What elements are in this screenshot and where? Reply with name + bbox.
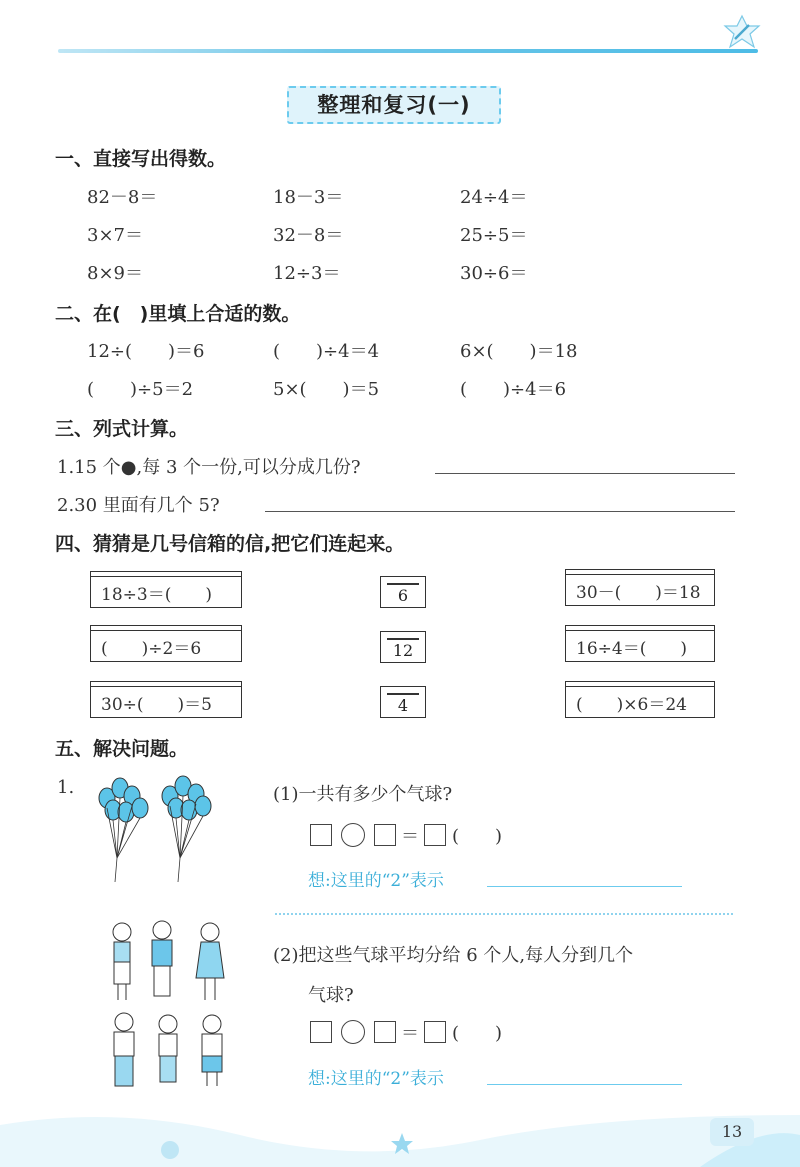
sub-question-2-line2: 气球? <box>308 985 354 1006</box>
equation: 30÷6＝ <box>460 263 528 284</box>
answer-line <box>265 511 735 512</box>
operator-circle[interactable] <box>341 1020 365 1044</box>
mailbox-slot <box>387 583 419 585</box>
equation: 32－8＝ <box>273 225 344 246</box>
fill-blank-equation: 5×( )＝5 <box>273 379 380 400</box>
header-rule <box>58 49 758 53</box>
balloons-illustration <box>95 770 225 885</box>
word-problem-2: 2.30 里面有几个 5? <box>57 495 220 516</box>
mailbox <box>380 686 426 718</box>
unit-blank: ( ) <box>452 826 503 847</box>
letter-card: 30－( )＝18 <box>565 574 715 606</box>
section-5-heading: 五、解决问题。 <box>55 738 189 760</box>
mailbox-number: 12 <box>392 641 414 660</box>
mailbox-slot <box>387 693 419 695</box>
mailbox <box>380 576 426 608</box>
equation: 18－3＝ <box>273 187 344 208</box>
problem-number: 1. <box>57 777 75 798</box>
section-3-heading: 三、列式计算。 <box>55 418 189 440</box>
equation: 3×7＝ <box>87 225 143 246</box>
answer-line <box>487 886 682 887</box>
mailbox <box>380 631 426 663</box>
operator-circle[interactable] <box>341 823 365 847</box>
word-problem-1: 1.15 个●,每 3 个一份,可以分成几份? <box>57 457 361 478</box>
letter-card: 30÷( )＝5 <box>90 686 242 718</box>
equals-sign: ＝ <box>401 1023 419 1044</box>
unit-blank: ( ) <box>452 1023 503 1044</box>
letter-card: 16÷4＝( ) <box>565 630 715 662</box>
answer-line <box>487 1084 682 1085</box>
section-1-heading: 一、直接写出得数。 <box>55 148 227 170</box>
mailbox-slot <box>387 638 419 640</box>
equation: 24÷4＝ <box>460 187 528 208</box>
page-title: 整理和复习(一) <box>317 93 471 117</box>
letter-card: ( )÷2＝6 <box>90 630 242 662</box>
fill-blank-equation: ( )÷4＝6 <box>460 379 567 400</box>
equals-sign: ＝ <box>401 826 419 847</box>
fill-blank-equation: 6×( )＝18 <box>460 341 578 362</box>
answer-line <box>435 473 735 474</box>
pencil-badge-icon <box>722 14 762 50</box>
answer-box[interactable] <box>424 824 446 846</box>
letter-card: ( )×6＝24 <box>565 686 715 718</box>
equation: 82－8＝ <box>87 187 158 208</box>
equation: 25÷5＝ <box>460 225 528 246</box>
mailbox-number: 4 <box>397 696 409 715</box>
sub-question-1: (1)一共有多少个气球? <box>273 784 453 805</box>
equation: 12÷3＝ <box>273 263 341 284</box>
fill-blank-equation: 12÷( )＝6 <box>87 341 205 362</box>
letter-card: 18÷3＝( ) <box>90 576 242 608</box>
sub-question-2-line1: (2)把这些气球平均分给 6 个人,每人分到几个 <box>273 945 634 966</box>
fill-blank-equation: ( )÷4＝4 <box>273 341 380 362</box>
answer-box[interactable] <box>374 824 396 846</box>
footer-wave-decoration <box>0 1095 800 1167</box>
page-number: 13 <box>710 1118 754 1146</box>
children-illustration <box>100 918 240 1093</box>
think-prompt: 想:这里的“2”表示 <box>308 871 444 891</box>
think-prompt: 想:这里的“2”表示 <box>308 1069 444 1089</box>
section-2-heading: 二、在( )里填上合适的数。 <box>55 303 301 325</box>
equation: 8×9＝ <box>87 263 143 284</box>
divider <box>275 913 733 915</box>
fill-blank-equation: ( )÷5＝2 <box>87 379 194 400</box>
mailbox-number: 6 <box>397 586 409 605</box>
answer-box[interactable] <box>374 1021 396 1043</box>
answer-box[interactable] <box>310 1021 332 1043</box>
answer-box[interactable] <box>310 824 332 846</box>
answer-box[interactable] <box>424 1021 446 1043</box>
section-4-heading: 四、猜猜是几号信箱的信,把它们连起来。 <box>55 533 405 555</box>
